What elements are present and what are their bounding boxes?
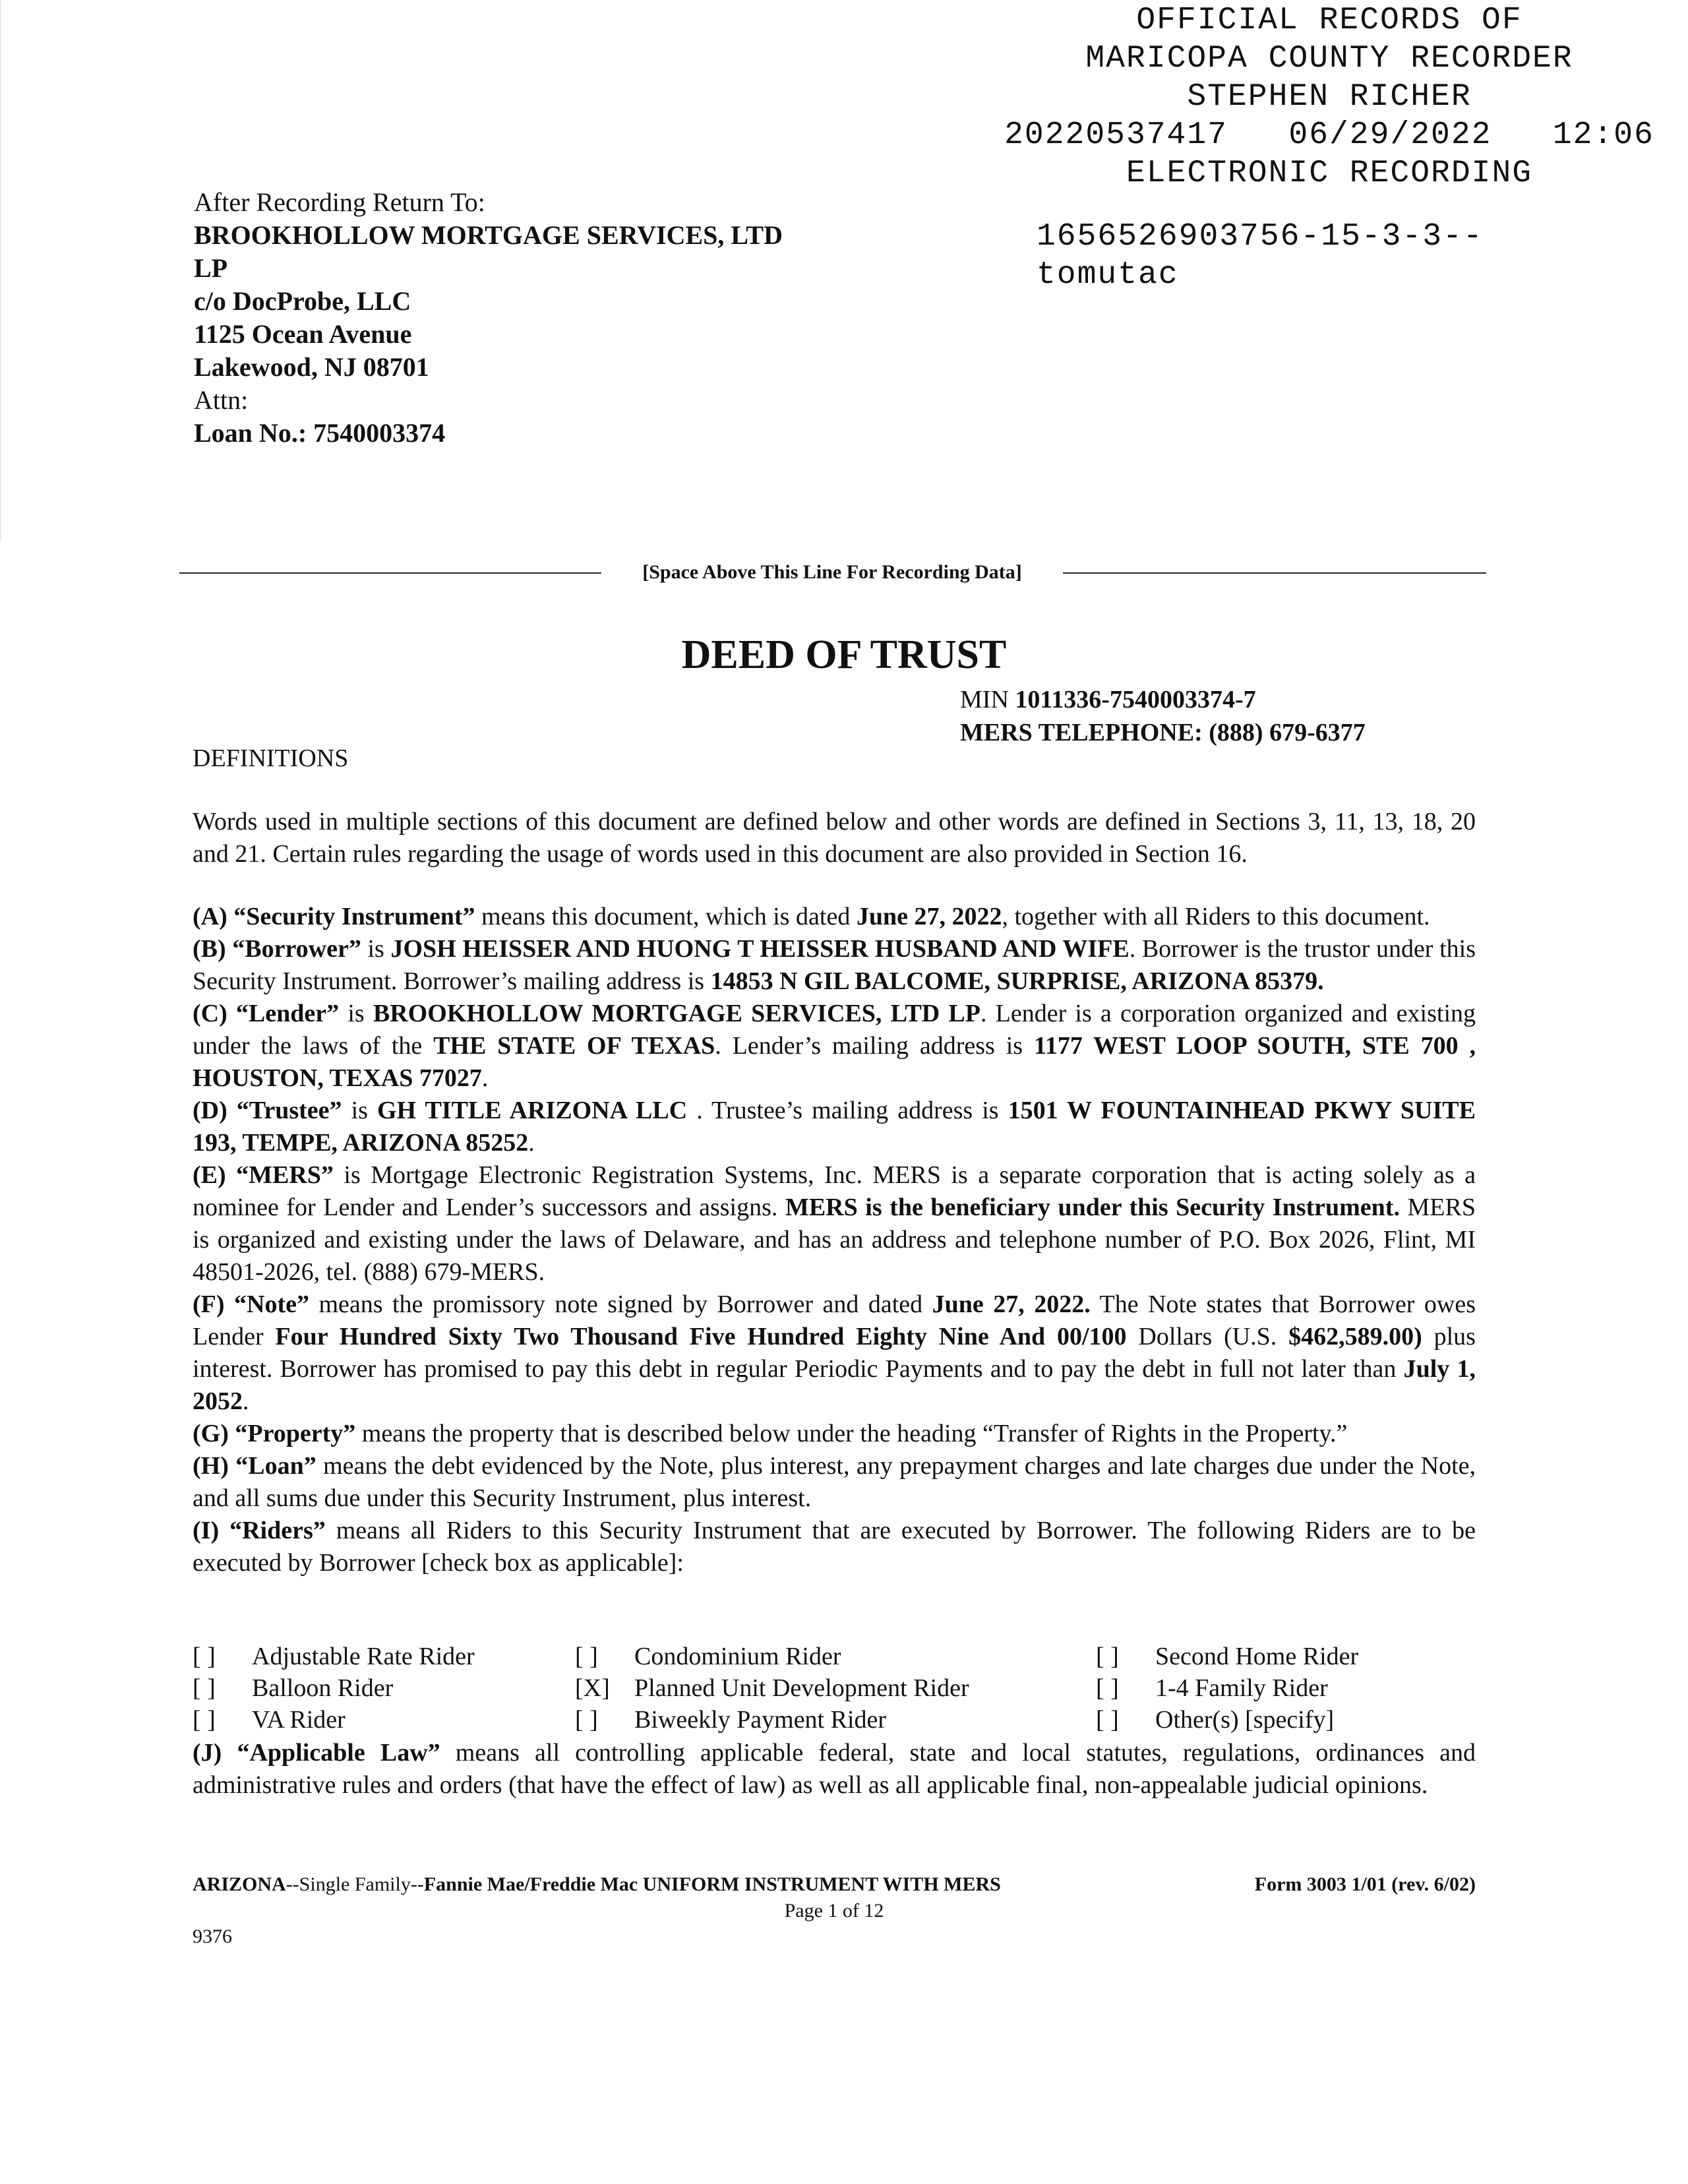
riders-row bbox=[193, 1704, 1476, 1736]
loan-number: 7540003374 bbox=[313, 418, 446, 448]
riders-row bbox=[193, 1641, 1476, 1672]
form-description: ARIZONA--Single Family--Fannie Mae/Freddie Mac UNIFORM INSTRUMENT WITH MERS bbox=[193, 1873, 1001, 1895]
recording-reference bbox=[1037, 218, 1484, 294]
return-attn: Attn: bbox=[194, 385, 249, 415]
recorder-line-1: OFFICIAL RECORDS OF bbox=[1136, 3, 1522, 38]
definition-e: (E) “MERS” is Mortgage Electronic Registration Systems, Inc. MERS is a separate corporation that is acting solely as a nominee for Lender and Lender’s successors and assigns. MERS is the beneficiary under this Security Instrument. MERS is organized and existing under the laws of Delaware, and has an address and telephone number of P.O. Box 2026, Flint, MI 48501-2026, tel. (888) 679-MERS. bbox=[193, 1161, 1476, 1286]
definition-i: (I) “Riders” means all Riders to this Security Instrument that are executed by Borrower. The following Riders are to be executed by Borrower [check box as applicable]: bbox=[193, 1517, 1476, 1577]
rider-item bbox=[193, 1641, 575, 1672]
min-label: MIN bbox=[960, 686, 1009, 713]
definitions-heading: DEFINITIONS bbox=[193, 744, 349, 772]
riders-row bbox=[193, 1672, 1476, 1704]
definition-b: (B) “Borrower” is JOSH HEISSER AND HUONG T HEISSER HUSBAND AND WIFE. Borrower is the trustor under this Security Instrument. Borrower’s mailing address is 14853 N GIL BALCOME, SURPRISE, ARIZONA 85379. bbox=[193, 935, 1476, 995]
document-title: DEED OF TRUST bbox=[681, 632, 1007, 677]
definition-g: (G) “Property” means the property that is described below under the heading “Transfer of Rights in the Property.” bbox=[193, 1420, 1348, 1447]
loan-number-line bbox=[194, 417, 783, 450]
recording-data-label: [Space Above This Line For Recording Data] bbox=[642, 561, 1022, 583]
definition-c: (C) “Lender” is BROOKHOLLOW MORTGAGE SERVICES, LTD LP. Lender is a corporation organized and existing under the laws of the THE STATE OF TEXAS. Lender’s mailing address is 1177 WEST LOOP SOUTH, STE 700 , HOUSTON, TEXAS 77027. bbox=[193, 1000, 1476, 1092]
rider-checkbox: [ ] bbox=[193, 1706, 216, 1734]
rider-label: Second Home Rider bbox=[1155, 1643, 1359, 1670]
return-company: BROOKHOLLOW MORTGAGE SERVICES, LTD bbox=[194, 220, 783, 250]
divider-line-right bbox=[1063, 572, 1486, 574]
return-company-suffix: LP bbox=[194, 253, 228, 283]
definition-a: (A) “Security Instrument” means this document, which is dated June 27, 2022, together with all Riders to this document. bbox=[193, 903, 1430, 930]
rider-checkbox: [ ] bbox=[1096, 1674, 1119, 1702]
rider-item bbox=[575, 1672, 1096, 1704]
return-street: 1125 Ocean Avenue bbox=[194, 319, 412, 349]
recorder-name: STEPHEN RICHER bbox=[1187, 79, 1472, 115]
recorder-line-2: MARICOPA COUNTY RECORDER bbox=[1085, 41, 1573, 76]
rider-item bbox=[193, 1672, 575, 1704]
document-code: 9376 bbox=[193, 1926, 232, 1947]
record-date: 06/29/2022 bbox=[1288, 117, 1492, 153]
rider-label: Balloon Rider bbox=[252, 1674, 394, 1702]
rider-label: Other(s) [specify] bbox=[1155, 1706, 1335, 1734]
riders-checklist bbox=[193, 1641, 1476, 1736]
rider-item bbox=[575, 1704, 1096, 1736]
page-number: Page 1 of 12 bbox=[784, 1900, 884, 1922]
rider-checkbox-checked: [X] bbox=[575, 1674, 610, 1702]
rider-item bbox=[1096, 1704, 1476, 1736]
rider-checkbox: [ ] bbox=[1096, 1643, 1119, 1670]
recording-method: ELECTRONIC RECORDING bbox=[1126, 156, 1533, 191]
rider-label: Planned Unit Development Rider bbox=[634, 1674, 969, 1702]
rider-label: Biweekly Payment Rider bbox=[634, 1706, 887, 1734]
return-care-of: c/o DocProbe, LLC bbox=[194, 286, 411, 316]
definition-j: (J) “Applicable Law” means all controlling applicable federal, state and local statutes, regulations, ordinances and administrative rules and orders (that have the effect of law) as well as all applicable final, non-appealable judicial opinions. bbox=[193, 1739, 1476, 1799]
rider-item bbox=[1096, 1672, 1476, 1704]
record-time: 12:06 bbox=[1552, 117, 1654, 153]
rider-label: 1-4 Family Rider bbox=[1155, 1674, 1328, 1702]
recorder-stamp bbox=[1000, 1, 1659, 193]
scan-edge-mark bbox=[0, 0, 1, 541]
min-line bbox=[960, 683, 1366, 716]
rider-checkbox: [ ] bbox=[575, 1643, 598, 1670]
rider-label: Condominium Rider bbox=[634, 1643, 841, 1670]
definitions-intro: Words used in multiple sections of this document are defined below and other words are defined in Sections 3, 11, 13, 18, 20 and 21. Certain rules regarding the usage of words used in this document are also provided in Section 16. bbox=[193, 808, 1476, 868]
recording-data-divider bbox=[179, 559, 1486, 586]
record-number: 20220537417 bbox=[1004, 117, 1228, 153]
rider-checkbox: [ ] bbox=[1096, 1706, 1119, 1734]
loan-number-label: Loan No.: bbox=[194, 418, 307, 448]
divider-line-left bbox=[179, 572, 601, 574]
rider-checkbox: [ ] bbox=[193, 1674, 216, 1702]
min-value: 1011336-7540003374-7 bbox=[1015, 686, 1256, 713]
rider-label: VA Rider bbox=[252, 1706, 346, 1734]
form-number: Form 3003 1/01 (rev. 6/02) bbox=[1254, 1873, 1476, 1895]
definition-h: (H) “Loan” means the debt evidenced by the Note, plus interest, any prepayment charges and late charges due under the Note, and all sums due under this Security Instrument, plus interest. bbox=[193, 1452, 1476, 1512]
return-address-block bbox=[194, 186, 783, 450]
mers-telephone: MERS TELEPHONE: (888) 679-6377 bbox=[960, 719, 1366, 746]
recording-info-line bbox=[1000, 116, 1659, 154]
reference-user: tomutac bbox=[1037, 257, 1179, 293]
min-block bbox=[960, 683, 1366, 749]
definition-d: (D) “Trustee” is GH TITLE ARIZONA LLC . Trustee’s mailing address is 1501 W FOUNTAINHEAD PKWY SUITE 193, TEMPE, ARIZONA 85252. bbox=[193, 1097, 1476, 1157]
definitions-list bbox=[193, 901, 1476, 1579]
rider-checkbox: [ ] bbox=[575, 1706, 598, 1734]
definition-f: (F) “Note” means the promissory note signed by Borrower and dated June 27, 2022. The Note states that Borrower owes Lender Four Hundred Sixty Two Thousand Five Hundred Eighty Nine And 00/100 Dollars (U.S. $462,589.00) plus interest. Borrower has promised to pay this debt in regular Periodic Payments and to pay the debt in full not later than July 1, 2052. bbox=[193, 1290, 1476, 1415]
rider-item bbox=[575, 1641, 1096, 1672]
return-city: Lakewood, NJ 08701 bbox=[194, 352, 429, 382]
rider-item bbox=[193, 1704, 575, 1736]
rider-item bbox=[1096, 1641, 1476, 1672]
return-heading: After Recording Return To: bbox=[194, 187, 485, 217]
reference-code: 1656526903756-15-3-3-- bbox=[1037, 219, 1484, 255]
rider-label: Adjustable Rate Rider bbox=[252, 1643, 475, 1670]
rider-checkbox: [ ] bbox=[193, 1643, 216, 1670]
